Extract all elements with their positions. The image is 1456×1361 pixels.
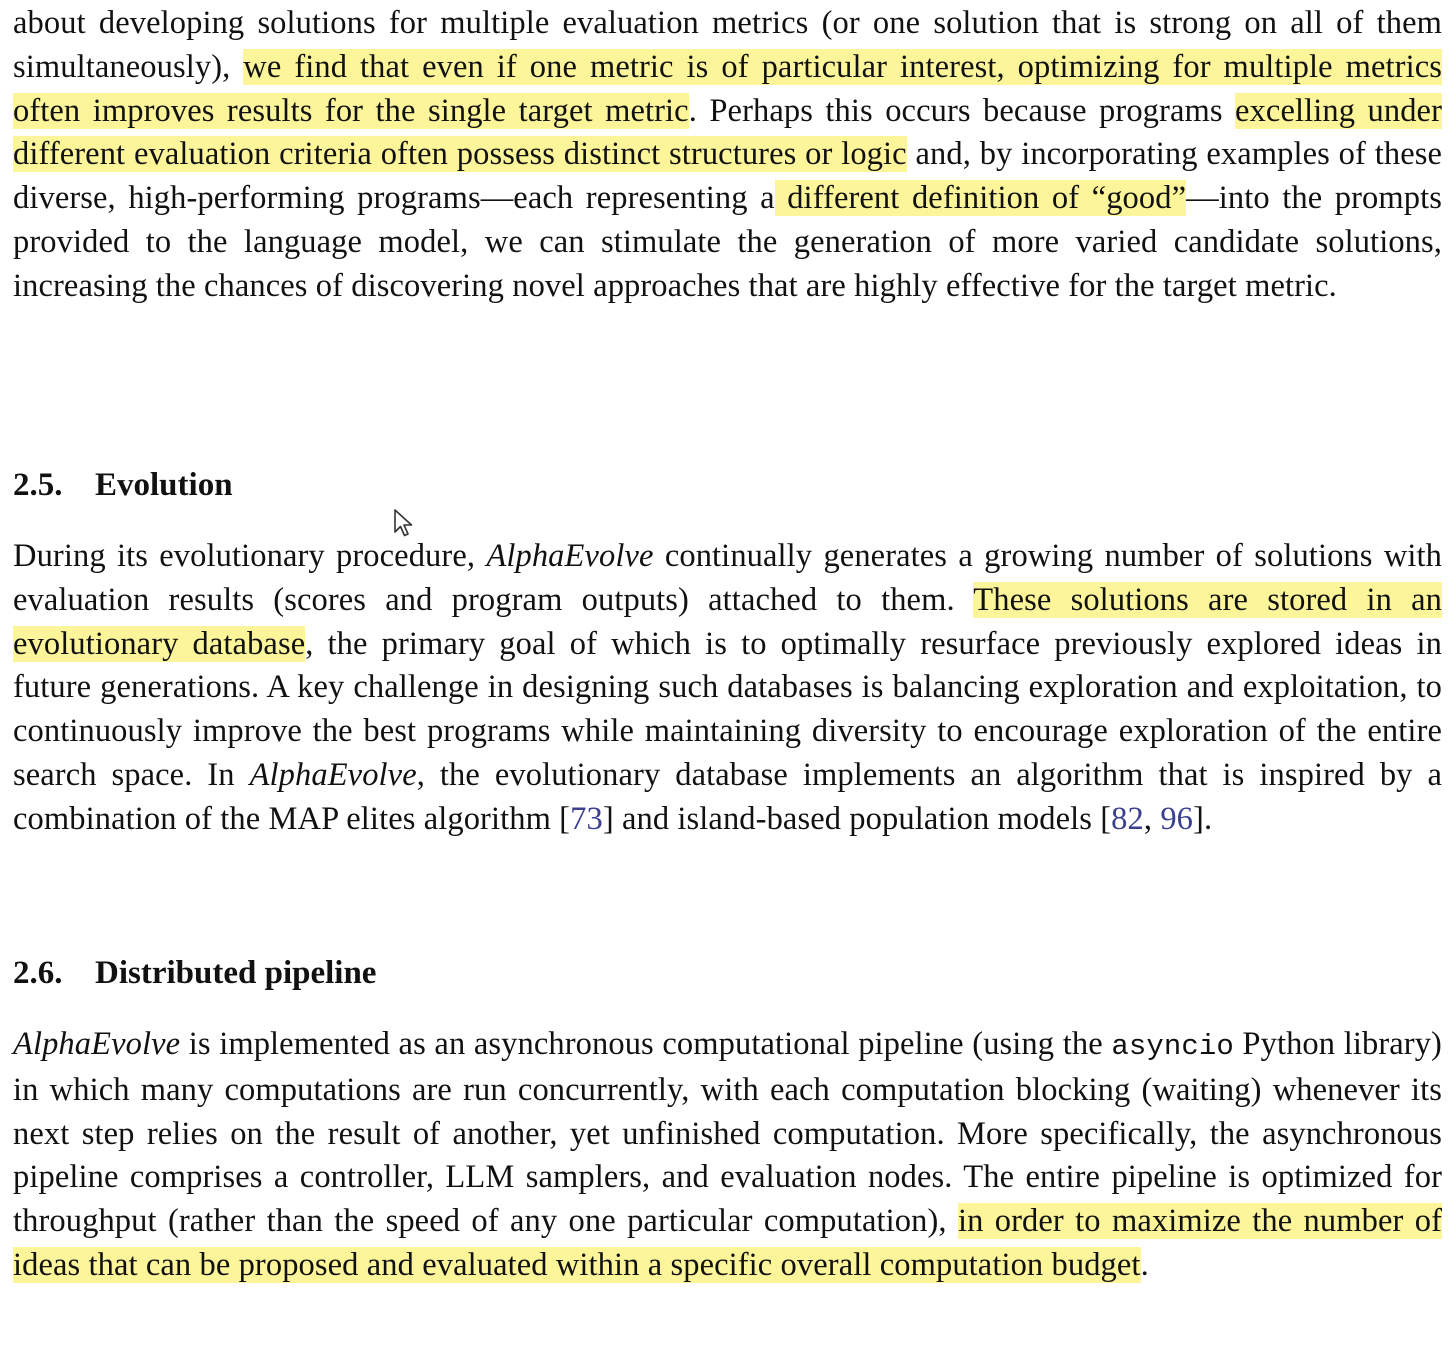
- highlighted-text[interactable]: in order to maximize the number of ideas that can be proposed and evaluated within a specific overall computation budget: [13, 1203, 1443, 1283]
- text-span: , the evolutionary database implements an algorithm that is inspired by a combination of the MAP elites algorithm [: [13, 756, 1442, 837]
- text-span: ].: [1193, 800, 1213, 837]
- section-title: Distributed pipeline: [95, 955, 377, 991]
- system-name: AlphaEvolve: [13, 1026, 181, 1062]
- text-span: and, by incorporating examples of these diverse, high-performing programs—each representing a: [13, 136, 1442, 217]
- paragraph-evolution: [13, 535, 1442, 842]
- text-span: Python library) in which many computations are run concurrently, with each computation blocking (waiting) whenever its next step relies on the result of another, yet unfinished computation. More specifically, the asynchronous pipeline comprises a controller, LLM samplers, and evaluation nodes. The entire pipeline is optimized for throughput (rather than the speed of any one particular computation),: [13, 1026, 1442, 1240]
- highlighted-text[interactable]: we find that even if one metric is of particular interest, optimizing for multiple metrics often improves results for the single target metric: [13, 48, 1442, 129]
- code-inline: asyncio: [1111, 1030, 1234, 1063]
- system-name: AlphaEvolve: [249, 756, 417, 793]
- section-number: 2.5.: [13, 467, 63, 503]
- text-span: ] and island-based population models [: [602, 800, 1112, 837]
- mouse-pointer-icon: [393, 508, 415, 538]
- citation-link[interactable]: 96: [1160, 800, 1194, 837]
- section-heading-evolution: [13, 463, 233, 507]
- citation-link[interactable]: 82: [1111, 800, 1144, 837]
- text-span: . Perhaps this occurs because programs: [688, 92, 1236, 129]
- paragraph-distributed-pipeline: [13, 1023, 1442, 1288]
- section-title: Evolution: [95, 467, 233, 503]
- text-span: .: [1140, 1246, 1149, 1283]
- system-name: AlphaEvolve: [486, 538, 654, 574]
- text-span: —into the prompts provided to the language model, we can stimulate the generation of more varied candidate solutions, increasing the chances of discovering novel approaches that are highly effective for the target metric.: [13, 180, 1442, 304]
- text-span: is implemented as an asynchronous computational pipeline (using the: [180, 1026, 1112, 1062]
- section-number: 2.6.: [13, 955, 63, 991]
- highlighted-text[interactable]: excelling under different evaluation criteria often possess distinct structures or logic: [13, 92, 1442, 173]
- text-span: ,: [1143, 800, 1161, 837]
- text-span: about developing solutions for multiple evaluation metrics (or one solution that is strong on all of them simultaneously),: [13, 5, 1442, 85]
- highlighted-text[interactable]: different definition of “good”: [774, 180, 1187, 217]
- text-span: During its evolutionary procedure,: [13, 538, 487, 574]
- paragraph-multi-metric: [13, 2, 1442, 309]
- text-span: continually generates a growing number of solutions with evaluation results (scores and program outputs) attached to them.: [13, 538, 1442, 618]
- text-span: , the primary goal of which is to optimally resurface previously explored ideas in future generations. A key challenge in designing such databases is balancing exploration and exploitation, to continuously improve the best programs while maintaining diversity to encourage exploration of the entire search space. In: [13, 625, 1442, 793]
- section-heading-distributed-pipeline: [13, 951, 376, 995]
- highlighted-text[interactable]: These solutions are stored in an evolutionary database: [13, 581, 1442, 662]
- citation-link[interactable]: 73: [570, 800, 603, 837]
